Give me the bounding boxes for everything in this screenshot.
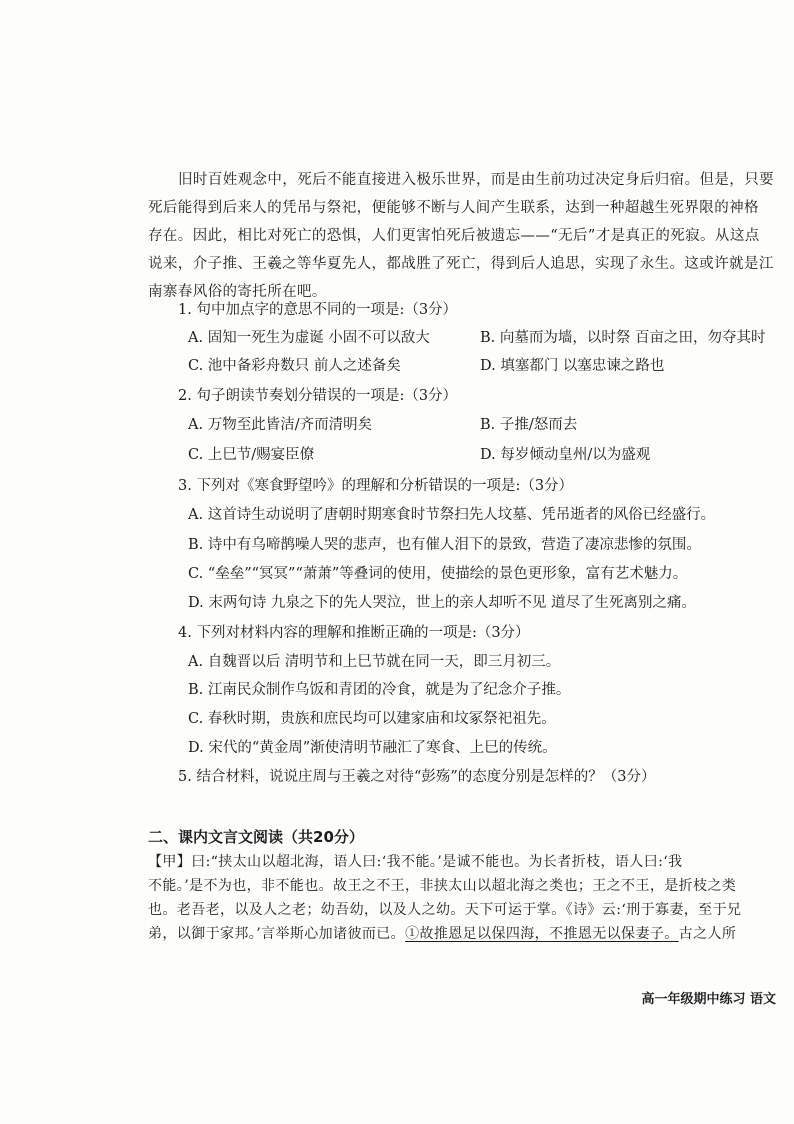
question-1-option-c: C. 池中备彩舟数只 前人之述备矣 [188, 358, 401, 374]
question-3-option-d: D. 末两句诗 九泉之下的先人哭泣，世上的亲人却听不见 道尽了生死离别之痛。 [188, 595, 697, 611]
passage-line: 南寨春风俗的寄托所在吧。 [148, 284, 327, 300]
question-3-option-a: A. 这首诗生动说明了唐朝时期寒食时节祭扫先人坟墓、凭吊逝者的风俗已经盛行。 [188, 507, 716, 523]
question-3-option-c: C. “垒垒”“冥冥”“萧萧”等叠词的使用，使描绘的景色更形象，富有艺术魅力。 [188, 566, 688, 582]
page-footer: 高一年级期中练习 语文 [641, 992, 776, 1007]
question-3-option-b: B. 诗中有乌啼鹊噪人哭的悲声，也有催人泪下的景致，营造了凄凉悲惨的氛围。 [188, 537, 701, 553]
question-3-stem: 3. 下列对《寒食野望吟》的理解和分析错误的一项是:（3分） [178, 478, 574, 494]
classical-line: 【甲】曰:“挟太山以超北海，语人曰:‘我不能。’是诚不能也。为长者折枝，语人曰:‘我 [148, 854, 683, 870]
underlined-sentence-1: ①故推恩足以保四海，不推恩无以保妻子。 [405, 926, 679, 942]
reading-passage [148, 166, 788, 306]
question-2-option-d: D. 每岁倾动皇州/以为盛观 [480, 447, 651, 463]
classical-line-start: 弟，以御于家邦。’言举斯心加诸彼而已。 [148, 926, 406, 942]
section-2-title: 二、课内文言文阅读（共20分） [148, 828, 364, 846]
passage-line: 说来，介子推、王羲之等华夏先人，都战胜了死亡，得到后人追思，实现了永生。这或许就是江 [148, 256, 774, 272]
question-1-option-a: A. 固知一死生为虚诞 小固不可以敌大 [188, 330, 430, 346]
question-4-stem: 4. 下列对材料内容的理解和推断正确的一项是:（3分） [178, 625, 530, 641]
question-2-option-b: B. 子推/怒而去 [480, 417, 578, 433]
passage-line: 存在。因此，相比对死亡的恐惧，人们更害怕死后被遗忘——“无后”才是真正的死寂。从这点 [148, 228, 760, 244]
question-1-option-b: B. 向墓而为墙，以时祭 百亩之田，勿夺其时 [480, 330, 766, 346]
question-4-option-b: B. 江南民众制作乌饭和青团的冷食，就是为了纪念介子推。 [188, 682, 571, 698]
question-1-option-d: D. 填塞都门 以塞忠谏之路也 [480, 358, 665, 374]
question-1-stem: 1. 句中加点字的意思不同的一项是:（3分） [178, 302, 458, 318]
classical-line [148, 922, 788, 946]
question-4-option-a: A. 自魏晋以后 清明节和上巳节就在同一天，即三月初三。 [188, 654, 561, 670]
question-2-option-c: C. 上巳节/赐宴臣僚 [188, 447, 315, 463]
question-5-stem: 5. 结合材料，说说庄周与王羲之对待“彭殇”的态度分别是怎样的？（3分） [178, 769, 656, 785]
classical-line: 也。老吾老，以及人之老；幼吾幼，以及人之幼。天下可运于掌。《诗》云:‘刑于寡妻，至于兄 [148, 902, 742, 918]
passage-line: 旧时百姓观念中，死后不能直接进入极乐世界，而是由生前功过决定身后归宿。但是，只要 [178, 172, 774, 188]
question-4-option-c: C. 春秋时期，贵族和庶民均可以建家庙和坟冢祭祀祖先。 [188, 711, 556, 727]
classical-text [148, 850, 788, 946]
question-2-option-a: A. 万物至此皆洁/齐而清明矣 [188, 417, 373, 433]
question-4-option-d: D. 宋代的“黄金周”渐使清明节融汇了寒食、上巳的传统。 [188, 740, 557, 756]
passage-line: 死后能得到后来人的凭吊与祭祀，便能够不断与人间产生联系，达到一种超越生死界限的神格 [148, 200, 759, 216]
classical-line-tail: 古之人所 [678, 926, 737, 942]
question-2-stem: 2. 句子朗读节奏划分错误的一项是:（3分） [178, 388, 458, 404]
classical-line: 不能。’是不为也，非不能也。故王之不王，非挟太山以超北海之类也；王之不王，是折枝之类 [148, 878, 737, 894]
